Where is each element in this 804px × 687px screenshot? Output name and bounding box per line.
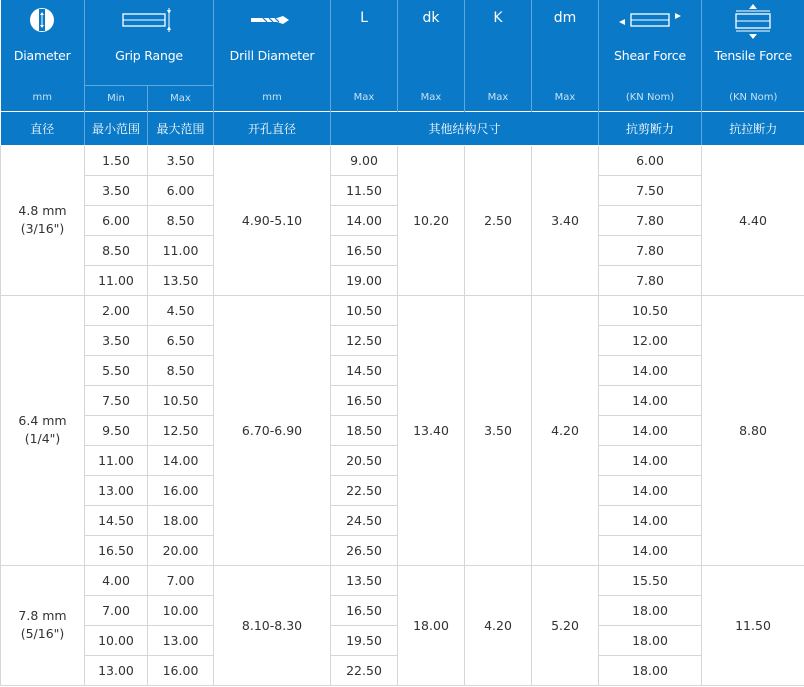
L-cell: 16.50 — [331, 385, 398, 415]
shear-force-icon — [599, 4, 701, 40]
shear-cell: 7.80 — [599, 265, 702, 295]
tensile-force-icon — [702, 4, 804, 40]
shear-cell: 14.00 — [599, 505, 702, 535]
shear-cell: 14.00 — [599, 535, 702, 565]
L-cell: 9.00 — [331, 145, 398, 175]
grip-min-cell: 7.50 — [85, 385, 148, 415]
diameter-inch: (5/16") — [20, 626, 65, 641]
L-cell: 26.50 — [331, 535, 398, 565]
tensile-cell: 8.80 — [702, 295, 804, 565]
shear-cell: 7.80 — [599, 235, 702, 265]
table-row — [1, 295, 804, 325]
grip-min-cell: 5.50 — [85, 355, 148, 385]
grip-max-cell: 20.00 — [148, 535, 214, 565]
diameter-cell — [1, 295, 85, 565]
grip-min-cell: 4.00 — [85, 565, 148, 595]
L-unit: Max — [331, 85, 398, 111]
L-cell: 22.50 — [331, 655, 398, 685]
grip-min-cell: 2.00 — [85, 295, 148, 325]
L-cell: 24.50 — [331, 505, 398, 535]
tensile-unit: (KN Nom) — [702, 85, 804, 111]
shear-cell: 6.00 — [599, 145, 702, 175]
drill-cell: 8.10-8.30 — [214, 565, 331, 685]
drill-diameter-header — [214, 0, 331, 85]
L-cell: 16.50 — [331, 595, 398, 625]
dm-header: dm — [532, 0, 599, 85]
dk-cell: 13.40 — [398, 295, 465, 565]
grip-min-cell: 8.50 — [85, 235, 148, 265]
header-row-titles — [1, 0, 804, 85]
grip-min-cell: 3.50 — [85, 175, 148, 205]
diameter-cell — [1, 565, 85, 685]
table-row — [1, 565, 804, 595]
diameter-mm: 7.8 mm — [18, 608, 67, 623]
grip-min-cell: 11.00 — [85, 445, 148, 475]
grip-max-cell: 3.50 — [148, 145, 214, 175]
grip-max-cell: 10.00 — [148, 595, 214, 625]
grip-min-cell: 7.00 — [85, 595, 148, 625]
L-cell: 16.50 — [331, 235, 398, 265]
grip-max-cell: 18.00 — [148, 505, 214, 535]
dk-cell: 18.00 — [398, 565, 465, 685]
grip-max-cell: 16.00 — [148, 475, 214, 505]
L-cell: 14.50 — [331, 355, 398, 385]
shear-cell: 14.00 — [599, 445, 702, 475]
L-cell: 10.50 — [331, 295, 398, 325]
drill-cell: 6.70-6.90 — [214, 295, 331, 565]
table-body — [1, 145, 804, 685]
diameter-header — [1, 0, 85, 85]
rivet-diameter-icon — [1, 4, 85, 40]
drill-bit-icon — [214, 4, 330, 40]
grip-min-cell: 16.50 — [85, 535, 148, 565]
diameter-unit: mm — [1, 85, 85, 111]
L-cell: 18.50 — [331, 415, 398, 445]
tensile-force-title: Tensile Force — [714, 48, 792, 63]
L-cell: 20.50 — [331, 445, 398, 475]
grip-max-cell: 6.50 — [148, 325, 214, 355]
dk-header: dk — [398, 0, 465, 85]
dm-unit: Max — [532, 85, 599, 111]
L-cell: 11.50 — [331, 175, 398, 205]
K-cell: 2.50 — [465, 145, 532, 295]
grip-range-header — [85, 0, 214, 85]
tensile-cn: 抗拉断力 — [702, 111, 804, 145]
grip-max-cn: 最大范围 — [148, 111, 214, 145]
shear-cell: 14.00 — [599, 355, 702, 385]
shear-cell: 10.50 — [599, 295, 702, 325]
L-header: L — [331, 0, 398, 85]
grip-min-cell: 11.00 — [85, 265, 148, 295]
shear-cell: 7.80 — [599, 205, 702, 235]
grip-range-title: Grip Range — [115, 48, 183, 63]
grip-min-cell: 13.00 — [85, 475, 148, 505]
diameter-cn: 直径 — [1, 111, 85, 145]
diameter-mm: 6.4 mm — [18, 413, 67, 428]
shear-cell: 12.00 — [599, 325, 702, 355]
grip-range-icon — [85, 4, 213, 40]
grip-min-cell: 3.50 — [85, 325, 148, 355]
grip-min-cell: 13.00 — [85, 655, 148, 685]
diameter-inch: (3/16") — [20, 221, 65, 236]
grip-min-cell: 6.00 — [85, 205, 148, 235]
grip-max-cell: 8.50 — [148, 355, 214, 385]
grip-min-cell: 1.50 — [85, 145, 148, 175]
L-cell: 13.50 — [331, 565, 398, 595]
grip-max-cell: 13.00 — [148, 625, 214, 655]
diameter-cell — [1, 145, 85, 295]
shear-cell: 14.00 — [599, 415, 702, 445]
drill-cn: 开孔直径 — [214, 111, 331, 145]
L-cell: 22.50 — [331, 475, 398, 505]
K-unit: Max — [465, 85, 532, 111]
grip-max-cell: 7.00 — [148, 565, 214, 595]
shear-cell: 14.00 — [599, 475, 702, 505]
L-cell: 19.50 — [331, 625, 398, 655]
table-row — [1, 145, 804, 175]
header-row-units — [1, 85, 804, 111]
grip-min-unit: Min — [85, 85, 148, 111]
grip-max-cell: 14.00 — [148, 445, 214, 475]
grip-max-unit: Max — [148, 85, 214, 111]
grip-max-cell: 10.50 — [148, 385, 214, 415]
dm-cell: 4.20 — [532, 295, 599, 565]
diameter-inch: (1/4") — [24, 431, 61, 446]
grip-max-cell: 13.50 — [148, 265, 214, 295]
tensile-cell: 11.50 — [702, 565, 804, 685]
L-cell: 12.50 — [331, 325, 398, 355]
shear-cell: 18.00 — [599, 625, 702, 655]
L-cell: 19.00 — [331, 265, 398, 295]
K-header: K — [465, 0, 532, 85]
tensile-cell: 4.40 — [702, 145, 804, 295]
K-cell: 3.50 — [465, 295, 532, 565]
dm-cell: 5.20 — [532, 565, 599, 685]
tensile-force-header — [702, 0, 804, 85]
grip-min-cell: 14.50 — [85, 505, 148, 535]
dm-cell: 3.40 — [532, 145, 599, 295]
shear-cn: 抗剪断力 — [599, 111, 702, 145]
grip-max-cell: 16.00 — [148, 655, 214, 685]
grip-min-cell: 10.00 — [85, 625, 148, 655]
shear-cell: 18.00 — [599, 655, 702, 685]
grip-max-cell: 12.50 — [148, 415, 214, 445]
other-dimensions-cn: 其他结构尺寸 — [331, 111, 599, 145]
grip-max-cell: 6.00 — [148, 175, 214, 205]
diameter-mm: 4.8 mm — [18, 203, 67, 218]
shear-cell: 18.00 — [599, 595, 702, 625]
drill-diameter-title: Drill Diameter — [229, 48, 315, 63]
grip-max-cell: 11.00 — [148, 235, 214, 265]
grip-min-cn: 最小范围 — [85, 111, 148, 145]
header-row-chinese — [1, 111, 804, 145]
shear-cell: 7.50 — [599, 175, 702, 205]
grip-max-cell: 4.50 — [148, 295, 214, 325]
shear-force-header — [599, 0, 702, 85]
grip-min-cell: 9.50 — [85, 415, 148, 445]
L-cell: 14.00 — [331, 205, 398, 235]
shear-force-title: Shear Force — [614, 48, 686, 63]
diameter-title: Diameter — [13, 48, 71, 63]
shear-cell: 14.00 — [599, 385, 702, 415]
K-cell: 4.20 — [465, 565, 532, 685]
drill-cell: 4.90-5.10 — [214, 145, 331, 295]
shear-cell: 15.50 — [599, 565, 702, 595]
grip-max-cell: 8.50 — [148, 205, 214, 235]
drill-unit: mm — [214, 85, 331, 111]
dk-cell: 10.20 — [398, 145, 465, 295]
dk-unit: Max — [398, 85, 465, 111]
shear-unit: (KN Nom) — [599, 85, 702, 111]
